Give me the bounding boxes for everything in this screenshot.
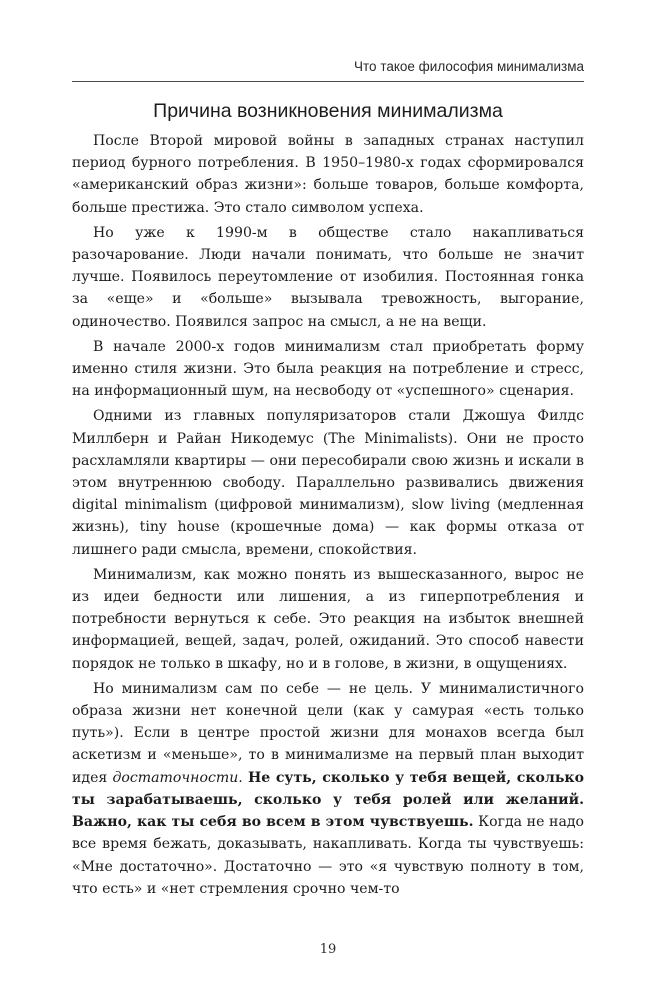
emphasis-sufficiency: достаточности — [112, 769, 239, 786]
paragraph-3: В начале 2000-х годов минимализм стал приобретать форму именно стиля жизни. Это была реакция на потребление и стресс, на информационный шум, на несвободу от «успешного» сценария. — [72, 338, 584, 400]
paragraph-2: Но уже к 1990-м в обществе стало накапливаться разочарование. Люди начали понимать, что больше не значит лучше. Появилось переутомление от изобилия. Постоянная гонка за «еще» и «больше» вызывала тревожность, выгорание, одиночество. Появился запрос на смысл, а не на вещи. — [72, 224, 584, 330]
running-head-text: Что такое философия минимализма — [354, 59, 584, 74]
paragraph-6-start: Но минимализм сам по себе — не цель. У минималистичного образа жизни нет конечной цели (как у самурая «есть только путь»). Если в центре простой жизни для монахов всегда был аскетизм и «меньше», то в минимализме на первый план выходит идея — [72, 680, 584, 786]
page-number: 19 — [319, 942, 337, 957]
section-title: Причина возникновения минимализма — [153, 100, 503, 122]
running-head — [72, 56, 584, 82]
paragraph-5: Минимализм, как можно понять из вышесказанного, вырос не из идеи бедности или лишения, а из гиперпотребления и потребности вернуться к себе. Это реакция на избыток внешней информацией, вещей, задач, ролей, ожиданий. Это способ навести порядок не только в шкафу, но и в голове, в жизни, в ощущениях. — [72, 566, 584, 672]
paragraph-6-punct: . — [238, 769, 248, 786]
paragraph-6-end: Когда не надо все время бежать, доказывать, накапливать. Когда ты чувствуешь: «Мне достаточно». Достаточно — это «я чувствую полноту в том, что есть» и «нет стремления срочно чем-то — [72, 814, 585, 897]
paragraph-6 — [72, 678, 584, 900]
paragraph-4: Одними из главных популяризаторов стали Джошуа Филдс Миллберн и Райан Никодемус (The Minimalists). Они не просто расхламляли квартиры — они пересобирали свою жизнь и искали в этом внутреннюю свободу. Параллельно развивались движения digital minimalism (цифровой минимализм), slow living (медленная жизнь), tiny house (крошечные дома) — как формы отказа от лишнего ради смысла, времени, спокойствия. — [72, 408, 584, 558]
bold-statement: Не суть, сколько у тебя вещей, сколько ты зарабатываешь, сколько у тебя ролей или желаний. Важно, как ты себя во всем в этом чувствуешь. — [72, 769, 584, 831]
paragraph-1: После Второй мировой войны в западных странах наступил период бурного потребления. В 1950–1980-х годах сформировался «американский образ жизни»: больше товаров, больше комфорта, больше престижа. Это стало символом успеха. — [72, 133, 584, 216]
body-text — [72, 130, 584, 903]
